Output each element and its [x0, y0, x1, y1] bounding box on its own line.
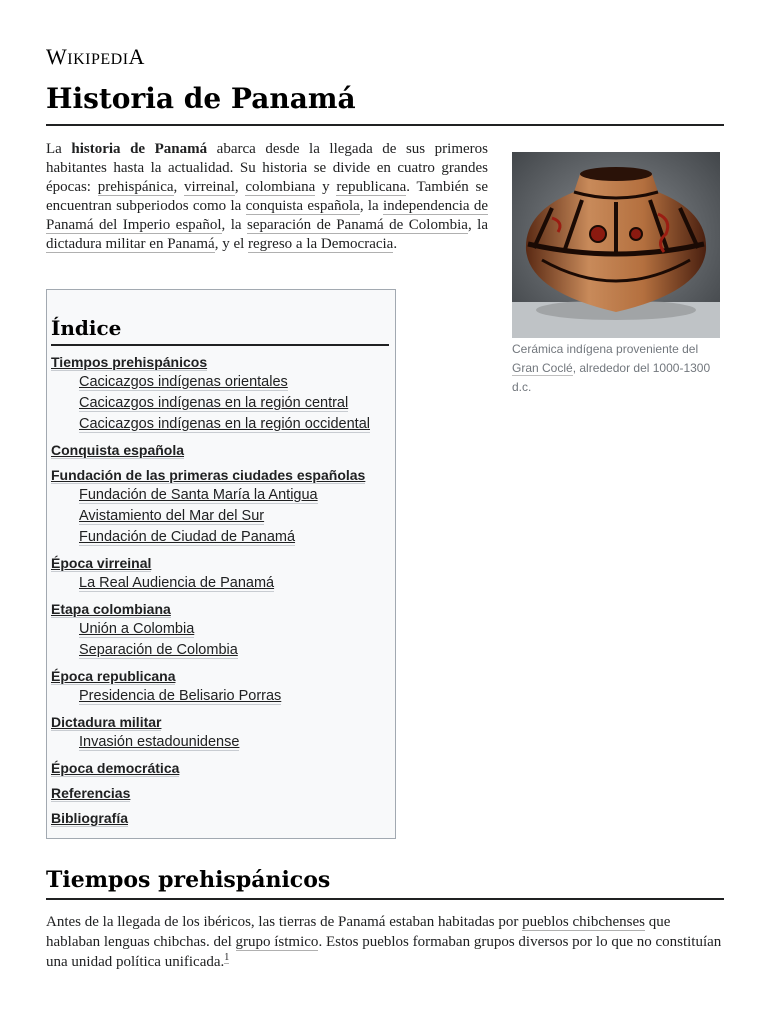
toc-section [51, 713, 391, 753]
toc-section-link[interactable] [51, 759, 391, 778]
toc-section [51, 784, 391, 803]
lead-text: . También se encuentran subperiodos como la [46, 179, 489, 214]
toc-subsection-label: Invasión estadounidense [79, 734, 240, 750]
ceramic-vase-image[interactable] [512, 152, 720, 338]
infobox [512, 152, 720, 397]
toc-subsection-link[interactable] [79, 527, 391, 548]
toc-subsection-link[interactable] [79, 372, 391, 393]
toc-subsection-link[interactable] [79, 640, 391, 661]
lead-text: . [393, 236, 398, 252]
toc-section-link[interactable] [51, 600, 391, 619]
reference-link[interactable]: 1 [224, 952, 230, 963]
lead-bold-term: historia de Panamá [71, 141, 208, 157]
toc-section [51, 466, 391, 548]
toc-section [51, 600, 391, 661]
toc-section-link[interactable] [51, 466, 391, 485]
toc-section-label: Época democrática [51, 760, 180, 776]
toc-section-link[interactable] [51, 554, 391, 573]
toc-section-label: Dictadura militar [51, 714, 162, 730]
lead-text: y [315, 179, 337, 195]
toc-section-link[interactable] [51, 713, 391, 732]
lead-text: , la [221, 217, 247, 233]
toc-subsection-label: Presidencia de Belisario Porras [79, 688, 282, 704]
toc-section-label: Época republicana [51, 668, 176, 684]
toc-section [51, 667, 391, 707]
lead-text: , [234, 179, 246, 195]
link-separacion[interactable]: separación de Panamá de Colombia [247, 217, 468, 233]
link-regreso-democracia[interactable]: regreso a la Democracia [248, 236, 394, 252]
caption-text: , alrededor del 1000-1300 d.c. [512, 361, 711, 394]
toc-subsection-link[interactable] [79, 414, 391, 435]
toc-section-link[interactable] [51, 353, 391, 372]
lead-text: , [173, 179, 185, 195]
link-independencia[interactable]: independencia de Panamá del Imperio español [46, 198, 489, 233]
toc-section [51, 554, 391, 594]
toc-subsection-label: Cacicazgos indígenas orientales [79, 374, 288, 390]
body-text: Antes de la llegada de los ibéricos, las tierras de Panamá estaban habitadas por [46, 914, 523, 930]
toc-section-label: Etapa colombiana [51, 601, 171, 617]
wikipedia-wordmark[interactable] [46, 44, 145, 70]
link-gran-cocle[interactable]: Gran Coclé [512, 361, 573, 375]
toc-section [51, 353, 391, 435]
link-republicana[interactable]: republicana [336, 179, 407, 195]
caption-text: Cerámica indígena proveniente del [512, 342, 699, 356]
toc-subsection-label: Avistamiento del Mar del Sur [79, 508, 265, 524]
toc-subsection-link[interactable] [79, 619, 391, 640]
link-conquista-espanola[interactable]: conquista española [245, 198, 360, 214]
toc-section-label: Conquista española [51, 442, 185, 458]
toc-subsection-label: Fundación de Santa María la Antigua [79, 487, 318, 503]
toc-subsection-link[interactable] [79, 686, 391, 707]
toc-subsection-link[interactable] [79, 485, 391, 506]
link-prehispanica[interactable]: prehispánica [97, 179, 174, 195]
wordmark-final: A [128, 44, 145, 69]
toc-section-label: Época virreinal [51, 555, 152, 571]
wordmark-initial: W [46, 44, 68, 69]
page-title: Historia de Panamá [46, 80, 724, 126]
toc-subsection-link[interactable] [79, 393, 391, 414]
link-dictadura[interactable]: dictadura militar en Panamá [46, 236, 215, 252]
toc-subsection-label: Cacicazgos indígenas en la región occidental [79, 416, 370, 432]
body-text: que hablaban lenguas chibchas. del [46, 914, 671, 950]
toc-subsection-label: Unión a Colombia [79, 621, 195, 637]
lead-paragraph [46, 140, 488, 254]
lead-text: , y el [214, 236, 249, 252]
lead-text: , la [359, 198, 383, 214]
toc-title: Índice [51, 316, 389, 346]
toc-section-link[interactable] [51, 784, 391, 803]
image-caption [512, 340, 720, 397]
toc-subsection-link[interactable] [79, 573, 391, 594]
link-pueblos-chibchenses[interactable]: pueblos chibchenses [522, 914, 645, 930]
toc-subsection-label: La Real Audiencia de Panamá [79, 575, 275, 591]
wordmark-small-caps: IKIPEDI [67, 51, 129, 68]
reference-marker[interactable] [224, 952, 229, 964]
toc-section-link[interactable] [51, 667, 391, 686]
toc-subsection-link[interactable] [79, 732, 391, 753]
lead-text: abarca desde la llegada de sus primeros habitantes hasta la actualidad. Su historia se divide en cuatro grandes épocas: [46, 141, 489, 195]
table-of-contents [46, 289, 396, 839]
toc-subsection-label: Cacicazgos indígenas en la región central [79, 395, 349, 411]
toc-section [51, 809, 391, 828]
link-colombiana[interactable]: colombiana [245, 179, 316, 195]
link-virreinal[interactable]: virreinal [184, 179, 235, 195]
section-paragraph [46, 912, 724, 972]
toc-subsection-label: Fundación de Ciudad de Panamá [79, 529, 296, 545]
toc-section-link[interactable] [51, 809, 391, 828]
toc-section-label: Referencias [51, 785, 131, 801]
link-grupo-istmico[interactable]: grupo ístmico [235, 934, 319, 950]
body-text: . Estos pueblos formaban grupos diversos por lo que no constituían una unidad política unificada. [46, 934, 722, 970]
toc-section-label: Tiempos prehispánicos [51, 354, 208, 370]
toc-section-label: Fundación de las primeras ciudades españolas [51, 467, 366, 483]
section-heading-tiempos-prehispanicos: Tiempos prehispánicos [46, 866, 724, 900]
toc-section [51, 759, 391, 778]
toc-section [51, 441, 391, 460]
toc-section-label: Bibliografía [51, 810, 129, 826]
lead-text: , la [467, 217, 488, 233]
lead-text: La [46, 141, 72, 157]
toc-subsection-link[interactable] [79, 506, 391, 527]
toc-section-link[interactable] [51, 441, 391, 460]
toc-subsection-label: Separación de Colombia [79, 642, 238, 658]
toc-list [51, 353, 391, 828]
